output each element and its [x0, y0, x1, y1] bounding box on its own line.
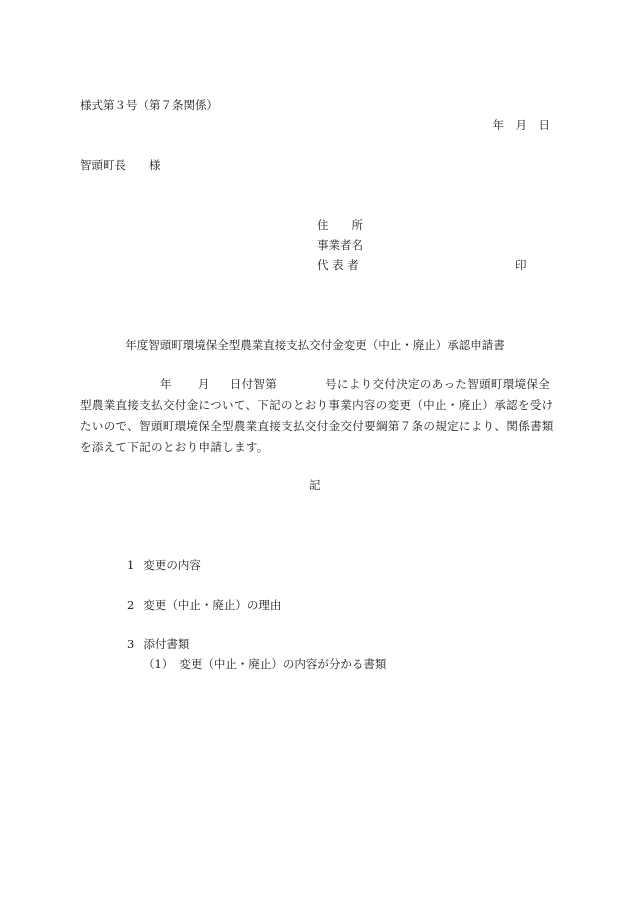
form-number: 様式第３号（第７条関係）	[80, 98, 218, 112]
address-label: 住 所	[317, 218, 363, 232]
item-3-number: 3	[127, 637, 135, 651]
subitem-1-label: 変更（中止・廃止）の内容が分かる書類	[179, 657, 387, 671]
business-name-label: 事業者名	[317, 238, 363, 252]
body-line-1	[80, 374, 555, 395]
ref-year: 年	[160, 377, 172, 391]
date-line: 年 月 日	[492, 118, 550, 132]
body-line-1-rest: 号により交付決定のあった智頭町環境保全	[325, 377, 551, 391]
document-title: 年度智頭町環境保全型農業直接支払交付金変更（中止・廃止）承認申請書	[125, 338, 505, 352]
subitem-1-number: （1）	[143, 657, 174, 671]
item-1-number: 1	[127, 558, 135, 572]
ref-month: 月	[197, 377, 210, 391]
body-paragraph	[80, 374, 555, 458]
addressee: 智頭町長 様	[80, 158, 161, 172]
item-2-label: 変更（中止・廃止）の理由	[143, 598, 282, 612]
subitem-1	[143, 657, 386, 671]
item-2-number: 2	[127, 598, 135, 612]
body-line-4: を添えて下記のとおり申請します。	[80, 440, 269, 454]
item-1	[127, 558, 201, 572]
item-3-label: 添付書類	[143, 637, 190, 651]
seal-mark: 印	[515, 258, 527, 272]
ref-day-no: 日付智第	[229, 377, 278, 391]
item-2	[127, 598, 281, 612]
ki-heading: 記	[309, 478, 321, 492]
item-3	[127, 637, 189, 651]
body-line-3: たいので、智頭町環境保全型農業直接支払交付金交付要綱第７条の規定により、関係書類	[80, 419, 554, 433]
body-line-2: 型農業直接支払交付金について、下記のとおり事業内容の変更（中止・廃止）承認を受け	[80, 398, 554, 412]
item-1-label: 変更の内容	[143, 558, 201, 572]
representative-label: 代 表 者	[317, 258, 359, 272]
